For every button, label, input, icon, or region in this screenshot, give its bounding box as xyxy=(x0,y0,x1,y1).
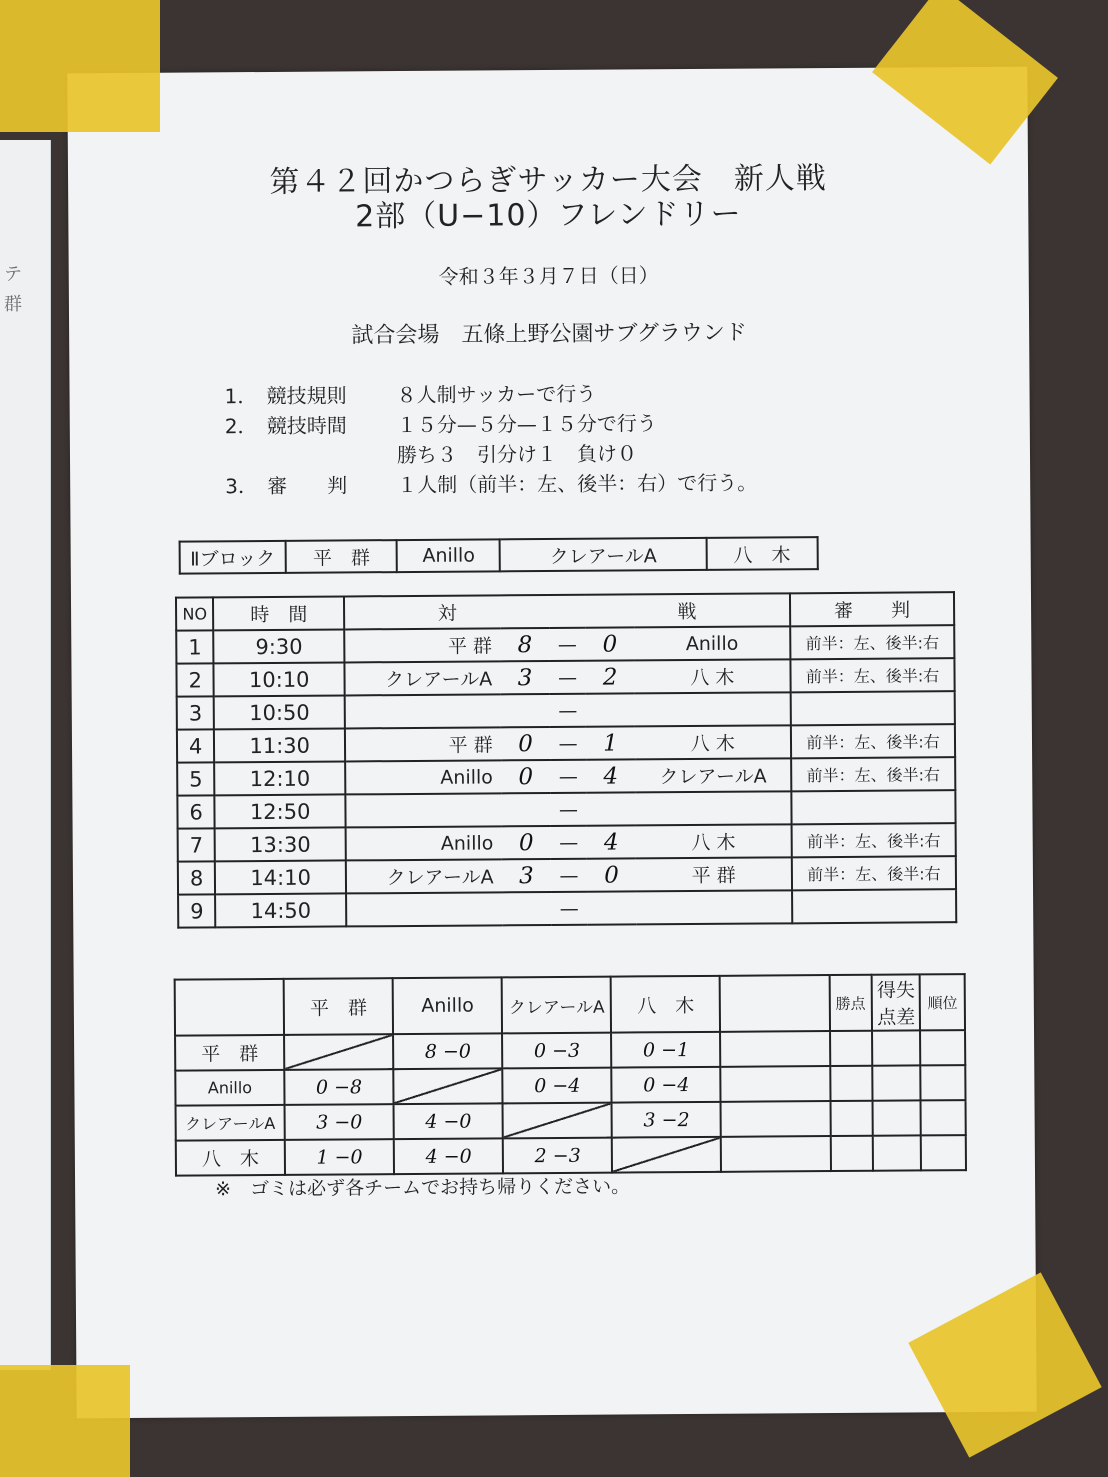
standings-self-cell xyxy=(284,1034,393,1070)
standings-team: Anillo xyxy=(175,1070,284,1106)
schedule-no: 2 xyxy=(176,663,214,696)
away-team: 八 木 xyxy=(635,659,791,693)
schedule-no: 4 xyxy=(177,729,215,762)
schedule-row xyxy=(177,724,955,762)
home-score xyxy=(501,793,551,826)
standings-points xyxy=(830,1101,873,1136)
standings-result: 0 −1 xyxy=(611,1032,720,1068)
home-team xyxy=(345,793,501,827)
rule-item: 勝ち３ 引分け１ 負け０ xyxy=(396,441,638,468)
home-team: 平 群 xyxy=(344,628,500,662)
score-dash: — xyxy=(550,727,585,760)
referee-rule: 前半：左、後半:右 xyxy=(790,625,954,659)
block-team: クレアールA xyxy=(500,538,706,571)
match-time: 14:10 xyxy=(215,860,346,894)
home-team: Anillo xyxy=(345,760,501,794)
schedule-row xyxy=(177,757,955,795)
rule-item: 1． 競技規則 ８人制サッカーで行う xyxy=(224,381,597,409)
header-time: 時 間 xyxy=(213,596,344,630)
schedule-row xyxy=(178,889,956,927)
schedule-row xyxy=(176,658,954,696)
standings-col-header: Anillo xyxy=(393,977,502,1034)
schedule-row xyxy=(176,625,954,663)
away-score: 4 xyxy=(586,825,636,858)
standings-points xyxy=(830,1031,873,1066)
match-time: 14:50 xyxy=(215,893,346,927)
standings-result: 4 −0 xyxy=(394,1103,503,1139)
away-score: 0 xyxy=(585,627,635,660)
home-score: 3 xyxy=(501,859,551,892)
standings-points xyxy=(830,1066,873,1101)
standings-points-header: 勝点 xyxy=(829,975,872,1031)
match-time: 12:50 xyxy=(215,794,346,828)
schedule-no: 8 xyxy=(178,861,216,894)
standings-rank xyxy=(921,1135,966,1170)
standings-result: 0 −4 xyxy=(503,1068,612,1104)
standings-team: 八 木 xyxy=(176,1140,285,1176)
standings-header-row xyxy=(175,974,965,1036)
home-team: Anillo xyxy=(346,826,502,860)
event-date: 令和３年３月７日（日） xyxy=(438,263,659,289)
schedule-row xyxy=(177,790,955,828)
standings-result: 1 −0 xyxy=(285,1139,394,1175)
schedule-no: 3 xyxy=(177,696,215,729)
title-line-1: 第４２回かつらぎサッカー大会 新人戦 xyxy=(269,161,827,200)
away-score xyxy=(585,693,635,726)
home-score: 3 xyxy=(500,661,550,694)
standings-result: 0 −8 xyxy=(284,1069,393,1105)
away-team xyxy=(635,692,791,726)
standings-goal-diff-header: 得失点差 xyxy=(872,974,921,1030)
away-score xyxy=(587,891,637,924)
title-line-2: 2部（U−10）フレンドリー xyxy=(355,196,742,235)
tape-bottom-left xyxy=(0,1365,130,1477)
away-team: 平 群 xyxy=(636,857,792,891)
home-score: 0 xyxy=(501,826,551,859)
standings-row xyxy=(175,1030,965,1071)
adjacent-mark: テ xyxy=(4,264,22,285)
standings-table xyxy=(174,973,967,1177)
schedule-no: 5 xyxy=(177,762,215,795)
standings-rank xyxy=(920,1030,965,1065)
away-team: 八 木 xyxy=(636,824,792,858)
standings-goal-diff xyxy=(872,1065,921,1100)
standings-empty xyxy=(721,1066,830,1102)
score-dash: — xyxy=(550,694,585,727)
schedule-header-row xyxy=(176,592,954,630)
schedule-row xyxy=(178,823,956,861)
standings-empty xyxy=(721,1101,830,1137)
home-team: クレアールA xyxy=(346,859,502,893)
away-team: Anillo xyxy=(635,626,791,660)
standings-result: 3 −2 xyxy=(612,1102,721,1138)
score-dash: — xyxy=(550,661,585,694)
tape-top-left xyxy=(0,0,160,132)
referee-rule: 前半：左、後半:右 xyxy=(791,757,955,791)
header-no: NO xyxy=(176,597,214,630)
standings-col-header: 八 木 xyxy=(611,976,720,1033)
match-time: 13:30 xyxy=(215,827,346,861)
home-team: クレアールA xyxy=(344,661,500,695)
match-time: 11:30 xyxy=(214,728,345,762)
away-team: クレアールA xyxy=(636,758,792,792)
block-label: Ⅱブロック xyxy=(180,541,286,574)
schedule-no: 1 xyxy=(176,630,214,663)
standings-self-cell xyxy=(612,1137,721,1173)
standings-row xyxy=(175,1065,965,1106)
rule-item: 3． 審 判 １人制（前半：左、後半：右）で行う。 xyxy=(225,470,758,499)
away-score: 0 xyxy=(587,858,637,891)
referee-rule: 前半：左、後半:右 xyxy=(790,658,954,692)
adjacent-mark: 群 xyxy=(4,294,22,315)
standings-empty xyxy=(720,1031,829,1067)
schedule-row xyxy=(178,856,956,894)
standings-self-cell xyxy=(393,1068,502,1104)
rule-item: 2． 競技時間 １５分—５分—１５分で行う xyxy=(224,411,657,439)
standings-result: 0 −4 xyxy=(612,1067,721,1103)
home-score xyxy=(502,892,552,925)
home-team xyxy=(345,694,501,728)
block-table xyxy=(179,536,819,574)
standings-self-cell xyxy=(503,1103,612,1139)
referee-rule xyxy=(791,790,955,824)
header-match: 戦 xyxy=(585,593,791,627)
score-dash: — xyxy=(551,892,586,925)
match-time: 9:30 xyxy=(214,629,345,663)
standings-result: 2 −3 xyxy=(503,1138,612,1174)
standings-goal-diff xyxy=(872,1100,921,1135)
referee-rule xyxy=(792,889,956,923)
schedule-no: 7 xyxy=(178,828,216,861)
away-team xyxy=(636,791,792,825)
referee-rule: 前半：左、後半:右 xyxy=(792,856,956,890)
schedule-no: 9 xyxy=(178,894,216,927)
block-team: 平 群 xyxy=(286,540,398,573)
match-time: 10:50 xyxy=(214,695,345,729)
away-team: 八 木 xyxy=(635,725,791,759)
home-team xyxy=(346,892,502,926)
score-dash: — xyxy=(550,628,585,661)
standings-result: 0 −3 xyxy=(502,1033,611,1069)
header-vs: 対 xyxy=(344,595,550,629)
score-dash: — xyxy=(551,760,586,793)
schedule-row xyxy=(177,691,955,729)
home-score: 8 xyxy=(500,628,550,661)
home-score xyxy=(500,694,550,727)
score-dash: — xyxy=(551,826,586,859)
home-team: 平 群 xyxy=(345,727,501,761)
tournament-sheet xyxy=(67,67,1036,1419)
standings-goal-diff xyxy=(873,1135,922,1170)
standings-rank xyxy=(921,1065,966,1100)
away-score: 2 xyxy=(585,660,635,693)
schedule-table xyxy=(175,591,957,928)
referee-rule: 前半：左、後半:右 xyxy=(791,724,955,758)
standings-col-header: 平 群 xyxy=(284,978,393,1035)
standings-team: 平 群 xyxy=(175,1035,284,1071)
score-dash: — xyxy=(551,793,586,826)
standings-row xyxy=(176,1100,966,1141)
standings-col-header: クレアールA xyxy=(502,977,611,1034)
away-score: 1 xyxy=(586,726,636,759)
standings-rank xyxy=(921,1100,966,1135)
standings-goal-diff xyxy=(872,1030,921,1065)
venue: 試合会場 五條上野公園サブグラウンド xyxy=(351,320,747,349)
standings-row xyxy=(176,1135,966,1176)
standings-points xyxy=(830,1136,873,1171)
standings-empty xyxy=(721,1136,830,1172)
referee-rule: 前半：左、後半:右 xyxy=(792,823,956,857)
away-score: 4 xyxy=(586,759,636,792)
block-team: 八 木 xyxy=(706,537,818,570)
footer-note: ※ ゴミは必ず各チームでお持ち帰りください。 xyxy=(215,1175,631,1201)
score-dash: — xyxy=(551,859,586,892)
away-score xyxy=(586,792,636,825)
adjacent-paper xyxy=(0,140,51,1370)
away-team xyxy=(637,890,793,924)
match-time: 12:10 xyxy=(214,761,345,795)
home-score: 0 xyxy=(501,760,551,793)
standings-result: 8 −0 xyxy=(393,1033,502,1069)
block-team: Anillo xyxy=(397,539,500,572)
standings-result: 4 −0 xyxy=(394,1138,503,1174)
standings-result: 3 −0 xyxy=(285,1104,394,1140)
match-time: 10:10 xyxy=(214,662,345,696)
standings-team: クレアールA xyxy=(176,1105,285,1141)
standings-rank-header: 順位 xyxy=(920,974,965,1030)
home-score: 0 xyxy=(501,727,551,760)
schedule-no: 6 xyxy=(177,795,215,828)
referee-rule xyxy=(791,691,955,725)
header-referee: 審 判 xyxy=(790,592,954,626)
